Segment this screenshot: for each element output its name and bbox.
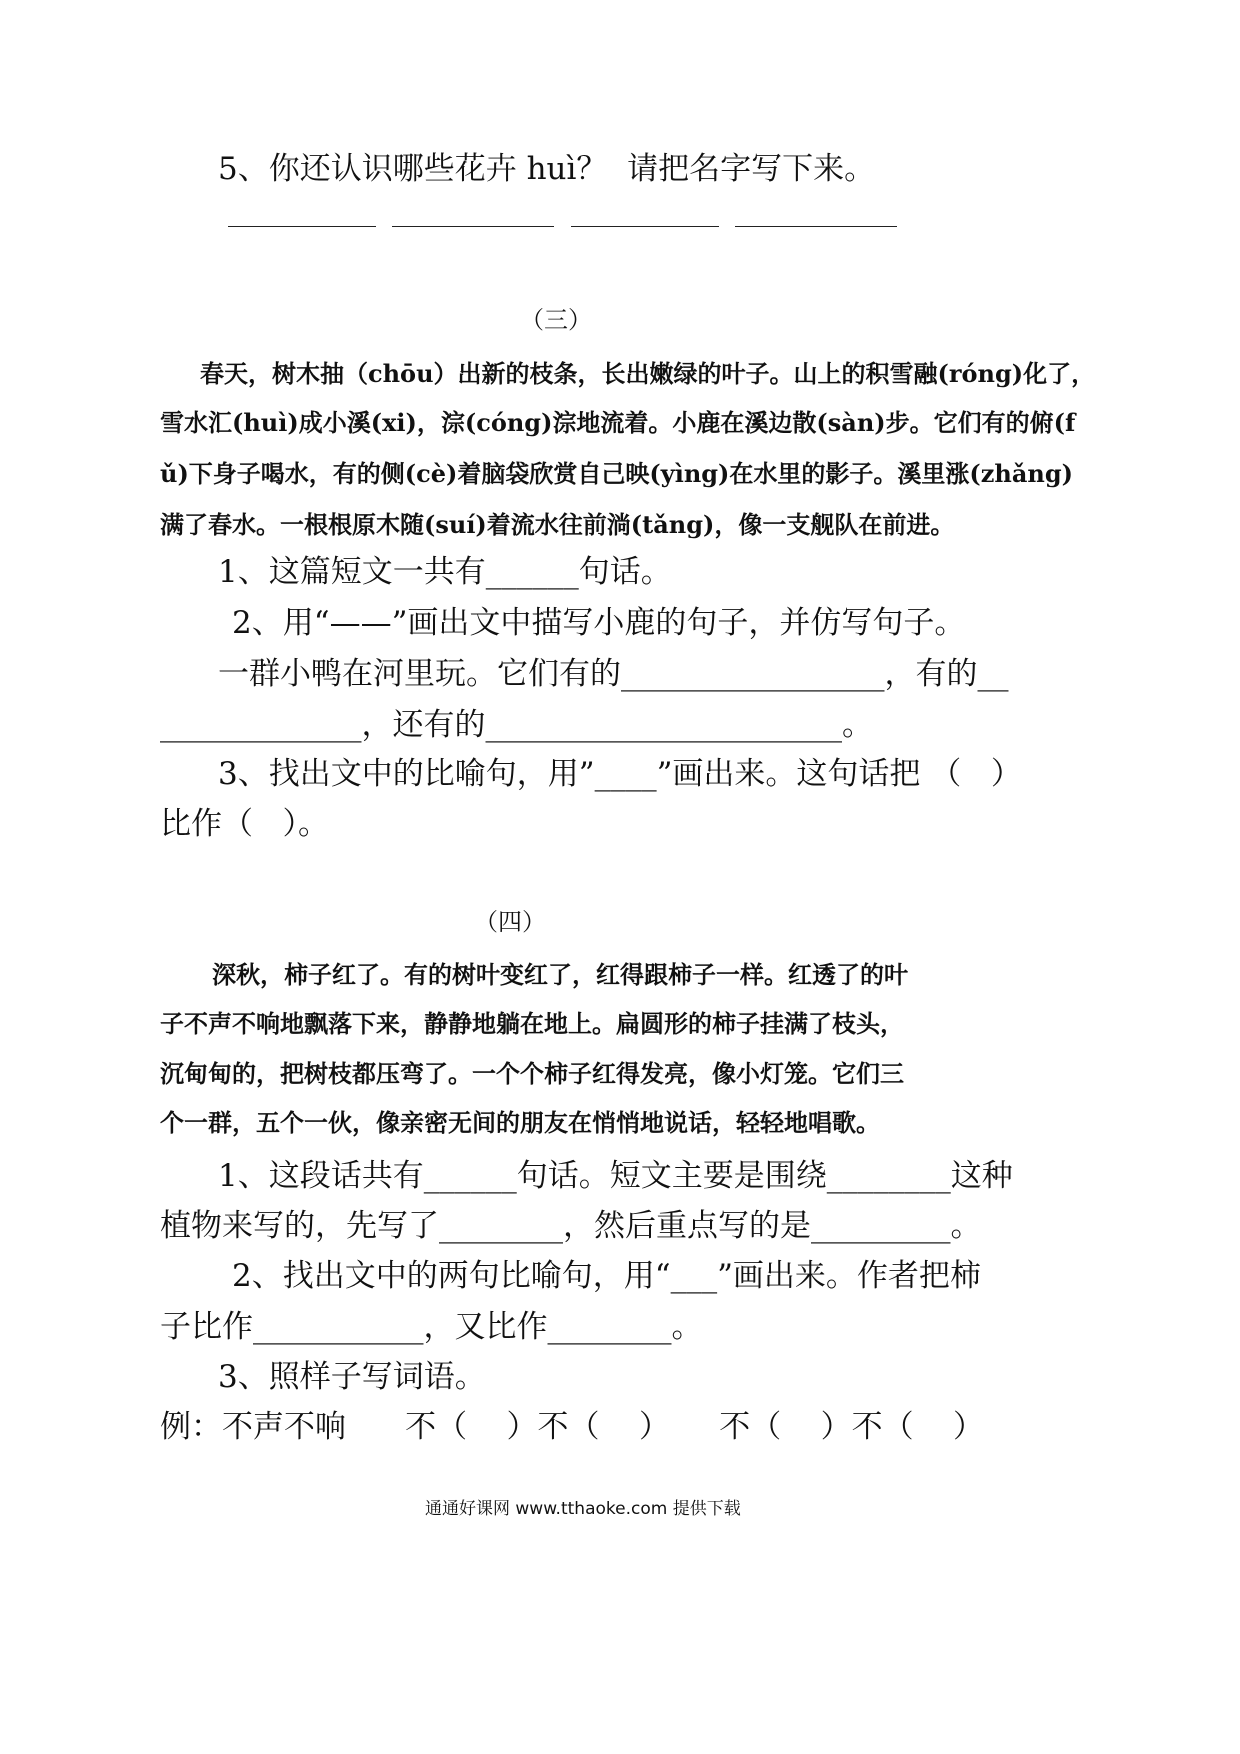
question-4-3: 3、照样子写词语。 [218, 1359, 486, 1395]
question-3-3: 3、找出文中的比喻句，用”____”画出来。这句话把 （ ） [218, 756, 1022, 792]
footer-credit: 通通好课网 www.tthaoke.com 提供下载 [425, 1499, 741, 1519]
imitation-sentence-line1: 一群小鸭在河里玩。它们有的_________________，有的__ [218, 656, 1009, 692]
question-4-1: 1、这段话共有______句话。短文主要是围绕________这种 [218, 1158, 1013, 1194]
question-4-2-cont: 子比作___________，又比作________。 [160, 1309, 703, 1345]
passage-3-line: ǔ)下身子喝水，有的侧(cè)着脑袋欣赏自己映(yìng)在水里的影子。溪里涨(zhǎng) [160, 459, 1073, 488]
question-4-1-cont: 植物来写的，先写了________，然后重点写的是_________。 [160, 1208, 982, 1244]
question-3-2: 2、用“——”画出文中描写小鹿的句子，并仿写句子。 [232, 605, 966, 641]
answer-blank-2[interactable] [392, 226, 554, 227]
imitation-sentence-line2: _____________，还有的_______________________。 [160, 707, 873, 743]
question-5: 5、你还认识哪些花卉 huì？ 请把名字写下来。 [218, 151, 876, 187]
section-3-title: （三） [520, 306, 592, 334]
word-example-line: 例：不声不响 不（ ）不（ ） 不（ ）不（ ） [160, 1409, 985, 1445]
answer-blank-1[interactable] [228, 226, 376, 227]
passage-4-line: 深秋，柿子红了。有的树叶变红了，红得跟柿子一样。红透了的叶 [212, 960, 908, 989]
passage-4-line: 沉甸甸的，把树枝都压弯了。一个个柿子红得发亮，像小灯笼。它们三 [160, 1059, 904, 1088]
passage-3-line: 春天，树木抽（chōu）出新的枝条，长出嫩绿的叶子。山上的积雪融(róng)化了， [200, 359, 1096, 388]
answer-blank-4[interactable] [735, 226, 897, 227]
answer-blank-3[interactable] [571, 226, 719, 227]
passage-4-line: 子不声不响地飘落下来，静静地躺在地上。扁圆形的柿子挂满了枝头， [160, 1009, 904, 1038]
passage-4-line: 个一群，五个一伙，像亲密无间的朋友在悄悄地说话，轻轻地唱歌。 [160, 1108, 880, 1137]
passage-3-line: 雪水汇(huì)成小溪(xi)，淙(cóng)淙地流着。小鹿在溪边散(sàn)步。它们有的俯(f [160, 408, 1076, 437]
section-4-title: （四） [474, 908, 546, 936]
passage-3-line: 满了春水。一根根原木随(suí)着流水往前淌(tǎng)，像一支舰队在前进。 [160, 510, 955, 539]
question-4-2: 2、找出文中的两句比喻句，用“___”画出来。作者把柿 [232, 1258, 981, 1294]
question-3-1: 1、这篇短文一共有______句话。 [218, 554, 672, 590]
question-3-3-cont: 比作（ ）。 [160, 806, 330, 842]
